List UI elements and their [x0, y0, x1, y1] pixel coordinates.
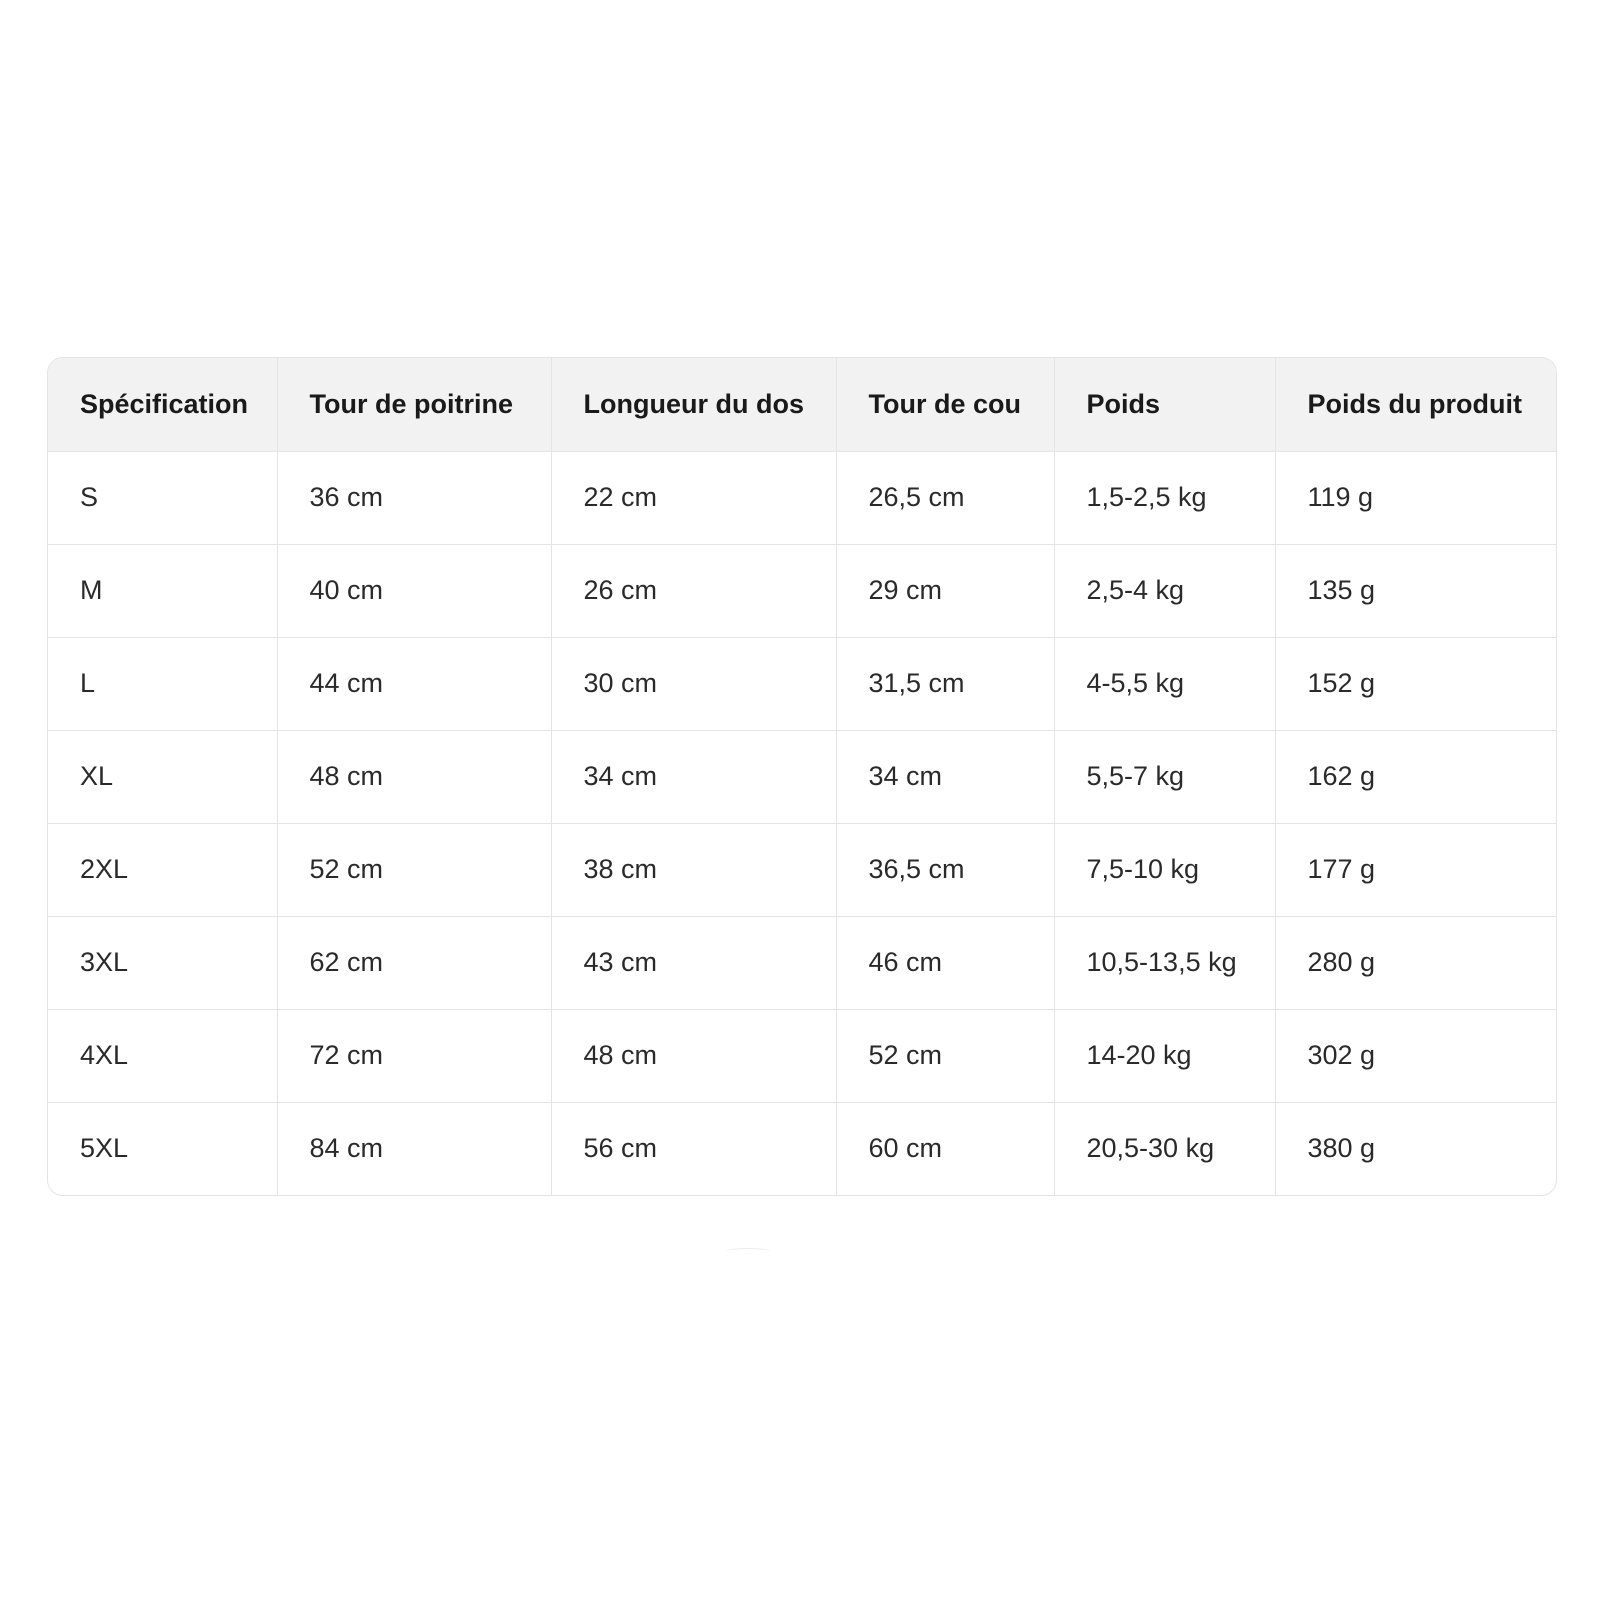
table-cell: 119 g [1275, 451, 1556, 544]
size-cell: L [48, 637, 277, 730]
table-row [48, 823, 1556, 916]
table-cell: 29 cm [836, 544, 1054, 637]
table-cell: 22 cm [551, 451, 836, 544]
table-cell: 72 cm [277, 1009, 551, 1102]
table-cell: 62 cm [277, 916, 551, 1009]
table-cell: 34 cm [551, 730, 836, 823]
table-cell: 20,5-30 kg [1054, 1102, 1275, 1195]
table-cell: 36,5 cm [836, 823, 1054, 916]
table-cell: 52 cm [836, 1009, 1054, 1102]
table-cell: 38 cm [551, 823, 836, 916]
table-cell: 36 cm [277, 451, 551, 544]
table-cell: 84 cm [277, 1102, 551, 1195]
table-cell: 31,5 cm [836, 637, 1054, 730]
table-cell: 152 g [1275, 637, 1556, 730]
column-header: Poids du produit [1275, 358, 1556, 451]
table-cell: 26 cm [551, 544, 836, 637]
table-body [48, 451, 1556, 1195]
size-cell: XL [48, 730, 277, 823]
table-row [48, 544, 1556, 637]
size-cell: 2XL [48, 823, 277, 916]
table-row [48, 451, 1556, 544]
table-cell: 44 cm [277, 637, 551, 730]
table-cell: 43 cm [551, 916, 836, 1009]
table-cell: 30 cm [551, 637, 836, 730]
table-cell: 48 cm [277, 730, 551, 823]
table-cell: 10,5-13,5 kg [1054, 916, 1275, 1009]
table-cell: 14-20 kg [1054, 1009, 1275, 1102]
table-cell: 135 g [1275, 544, 1556, 637]
table-cell: 280 g [1275, 916, 1556, 1009]
table-cell: 40 cm [277, 544, 551, 637]
table-cell: 7,5-10 kg [1054, 823, 1275, 916]
header-row [48, 358, 1556, 451]
size-cell: S [48, 451, 277, 544]
table-row [48, 730, 1556, 823]
table-row [48, 637, 1556, 730]
table-cell: 52 cm [277, 823, 551, 916]
table-row [48, 916, 1556, 1009]
column-header: Poids [1054, 358, 1275, 451]
table-cell: 26,5 cm [836, 451, 1054, 544]
table-cell: 5,5-7 kg [1054, 730, 1275, 823]
table-cell: 46 cm [836, 916, 1054, 1009]
size-table [48, 358, 1556, 1195]
table-row [48, 1102, 1556, 1195]
column-header: Longueur du dos [551, 358, 836, 451]
table-cell: 60 cm [836, 1102, 1054, 1195]
scroll-indicator [726, 1248, 770, 1255]
size-cell: 4XL [48, 1009, 277, 1102]
table-cell: 48 cm [551, 1009, 836, 1102]
table-cell: 1,5-2,5 kg [1054, 451, 1275, 544]
table-row [48, 1009, 1556, 1102]
table-cell: 380 g [1307, 1133, 1376, 1164]
size-cell: 3XL [48, 916, 277, 1009]
size-cell: 5XL [48, 1102, 277, 1195]
table-cell: 162 g [1275, 730, 1556, 823]
column-header: Spécification [48, 358, 277, 451]
size-table-container [47, 357, 1557, 1196]
table-cell: 34 cm [836, 730, 1054, 823]
table-cell: 177 g [1275, 823, 1556, 916]
table-header [48, 358, 1556, 451]
table-cell: 56 cm [551, 1102, 836, 1195]
table-cell: 302 g [1275, 1009, 1556, 1102]
table-cell: 2,5-4 kg [1054, 544, 1275, 637]
column-header: Tour de poitrine [277, 358, 551, 451]
column-header: Tour de cou [836, 358, 1054, 451]
size-cell: M [48, 544, 277, 637]
table-cell: 4-5,5 kg [1054, 637, 1275, 730]
